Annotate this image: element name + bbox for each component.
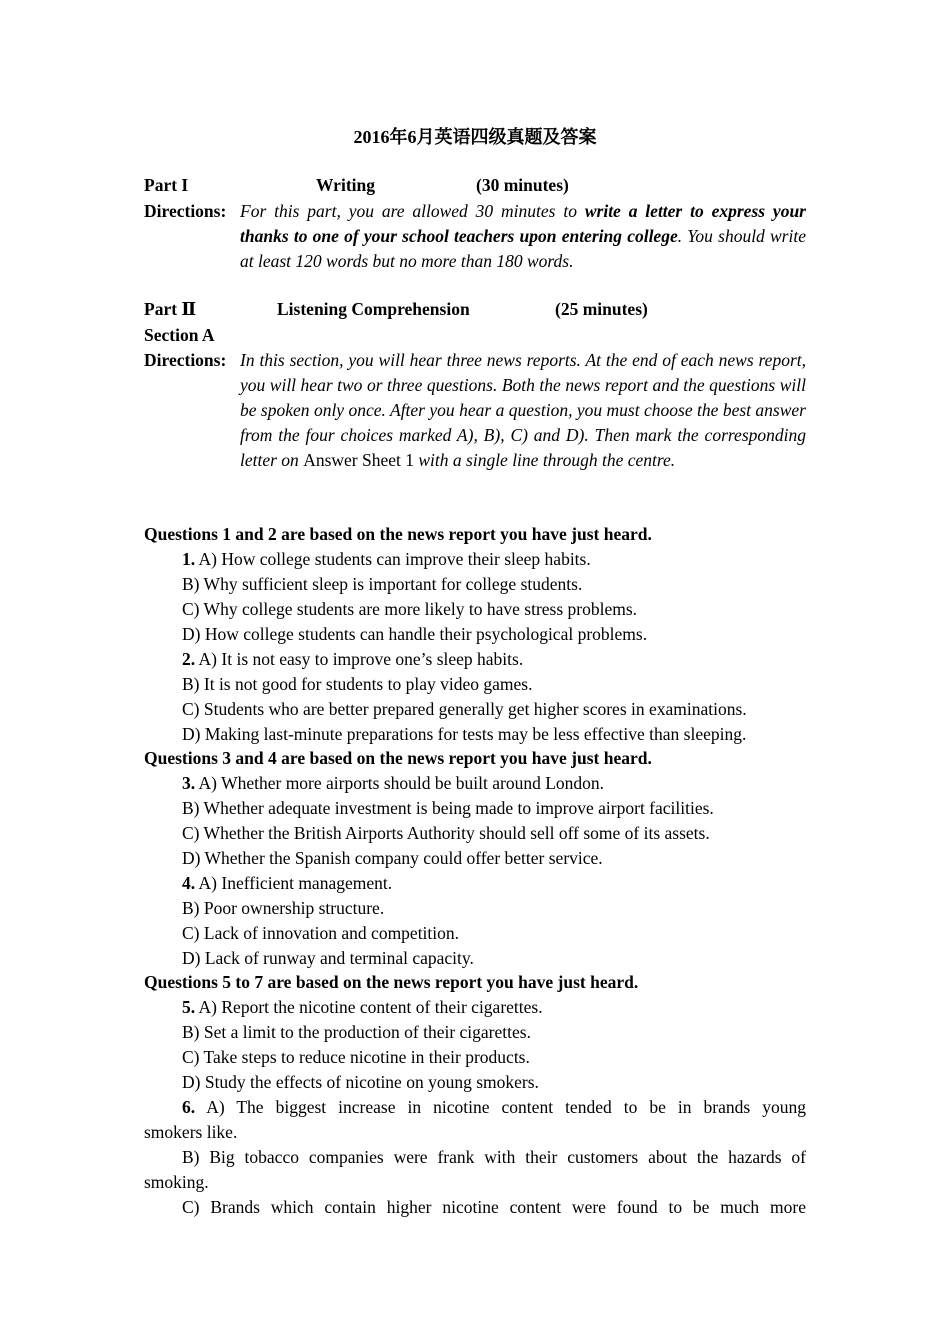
q2-a-text: A) It is not easy to improve one’s sleep habits. — [198, 649, 524, 669]
part2-directions-text — [240, 348, 806, 473]
q1-option-b: B) Why sufficient sleep is important for college students. — [182, 574, 583, 594]
q6-option-a-line1 — [182, 1095, 806, 1120]
q1-option-a — [182, 547, 806, 572]
q6-number: 6. — [182, 1097, 196, 1117]
q4-number: 4. — [182, 873, 196, 893]
q6-option-b-line1: B) Big tobacco companies were frank with their customers about the hazards of — [182, 1147, 806, 1167]
group-heading-5-7: Questions 5 to 7 are based on the news report you have just heard. — [144, 972, 639, 992]
part1-directions-label: Directions: — [144, 201, 227, 221]
q2-option-a — [182, 647, 806, 672]
answer-sheet-ref: Answer Sheet 1 — [303, 450, 414, 470]
q4-option-a — [182, 871, 806, 896]
q2-option-d: D) Making last-minute preparations for tests may be less effective than sleeping. — [182, 724, 747, 744]
part1-directions-text — [240, 199, 806, 274]
q4-a-text: A) Inefficient management. — [198, 873, 393, 893]
q4-option-d: D) Lack of runway and terminal capacity. — [182, 948, 474, 968]
q3-number: 3. — [182, 773, 196, 793]
group-heading-3-4: Questions 3 and 4 are based on the news report you have just heard. — [144, 748, 652, 768]
page-title: 2016年6月英语四级真题及答案 — [353, 127, 597, 147]
part1-directions-pre: For this part, you are allowed 30 minutes to — [240, 201, 585, 221]
q2-option-c: C) Students who are better prepared generally get higher scores in examinations. — [182, 699, 747, 719]
part2-label: Part Ⅱ — [144, 299, 197, 319]
q3-option-c: C) Whether the British Airports Authority should sell off some of its assets. — [182, 823, 710, 843]
q6-option-c-line1: C) Brands which contain higher nicotine content were found to be much more — [182, 1197, 806, 1217]
q5-option-b: B) Set a limit to the production of their cigarettes. — [182, 1022, 531, 1042]
section-a-label: Section A — [144, 325, 215, 345]
q3-option-a — [182, 771, 806, 796]
part2-name: Listening Comprehension — [277, 299, 470, 319]
part1-label: Part I — [144, 175, 189, 195]
q1-a-text: A) How college students can improve their sleep habits. — [198, 549, 591, 569]
q3-a-text: A) Whether more airports should be built around London. — [198, 773, 605, 793]
q4-option-c: C) Lack of innovation and competition. — [182, 923, 460, 943]
q5-a-text: A) Report the nicotine content of their cigarettes. — [198, 997, 543, 1017]
group-heading-1-2: Questions 1 and 2 are based on the news report you have just heard. — [144, 524, 652, 544]
q5-option-a — [182, 995, 806, 1020]
q6-a-text: A) The biggest increase in nicotine content tended to be in brands young — [206, 1097, 806, 1117]
q1-option-c: C) Why college students are more likely to have stress problems. — [182, 599, 638, 619]
q5-number: 5. — [182, 997, 196, 1017]
part1-directions-task: write a letter to express your thanks to one of your school teachers upon entering college — [240, 201, 806, 246]
part2-directions-label: Directions: — [144, 350, 227, 370]
part2-directions-post: with a single line through the centre. — [414, 450, 676, 470]
q6-option-a-line2: smokers like. — [144, 1122, 238, 1142]
q6-option-b-line2: smoking. — [144, 1172, 209, 1192]
q4-option-b: B) Poor ownership structure. — [182, 898, 385, 918]
q5-option-d: D) Study the effects of nicotine on young smokers. — [182, 1072, 539, 1092]
q1-option-d: D) How college students can handle their psychological problems. — [182, 624, 648, 644]
part2-directions-pre: In this section, you will hear three news reports. At the end of each news report, you will hear two or three questions. Both the news report and the questions will be spoken only once. After you hear a question, you must choose the best answer from the four choices marked A), B), C) and D). Then mark the corresponding letter on — [240, 350, 806, 470]
part1-name: Writing — [316, 175, 375, 195]
part2-time: (25 minutes) — [555, 299, 648, 319]
q2-option-b: B) It is not good for students to play video games. — [182, 674, 533, 694]
q3-option-b: B) Whether adequate investment is being made to improve airport facilities. — [182, 798, 714, 818]
q5-option-c: C) Take steps to reduce nicotine in their products. — [182, 1047, 530, 1067]
part1-time: (30 minutes) — [476, 175, 569, 195]
q3-option-d: D) Whether the Spanish company could offer better service. — [182, 848, 603, 868]
q2-number: 2. — [182, 649, 196, 669]
part1-directions-post: . You should write at least 120 words but no more than 180 words. — [240, 226, 806, 271]
q1-number: 1. — [182, 549, 196, 569]
